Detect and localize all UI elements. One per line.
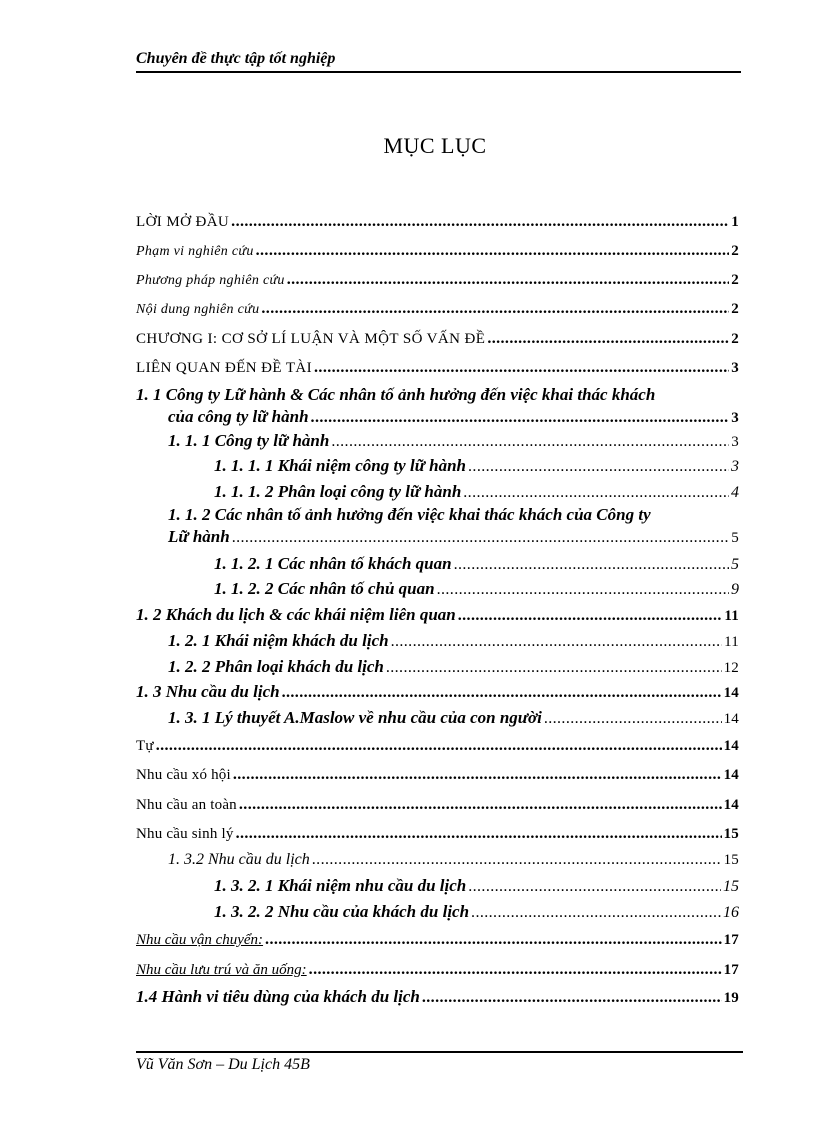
toc-entry-page: 3: [731, 434, 739, 450]
toc-entry[interactable]: [136, 958, 739, 982]
toc-entry[interactable]: [214, 874, 739, 899]
toc-entry-label: 1. 1. 2. 1 Các nhân tố khách quan: [214, 554, 452, 573]
dot-leader: [487, 327, 729, 351]
dot-leader: [391, 630, 723, 654]
toc-entry-label-line2: Lữ hành: [168, 527, 230, 546]
dot-leader: [422, 986, 722, 1010]
toc-entry-label: 1. 2. 2 Phân loại khách du lịch: [168, 657, 384, 676]
toc-entry-page: 5: [731, 530, 739, 546]
dot-leader: [468, 455, 729, 479]
toc-entry-page: 12: [723, 660, 739, 676]
toc-entry[interactable]: [136, 928, 739, 952]
toc-entry[interactable]: [136, 985, 739, 1010]
toc-entry-label: Tự: [136, 738, 154, 754]
toc-entry[interactable]: [136, 822, 739, 846]
toc-entry[interactable]: [136, 268, 739, 293]
toc-entry-label: 1. 3 Nhu cầu du lịch: [136, 682, 280, 701]
toc-entry-page: 2: [731, 243, 739, 259]
toc-entry[interactable]: [168, 706, 739, 731]
toc-entry[interactable]: [136, 793, 739, 817]
dot-leader: [463, 481, 729, 505]
dot-leader: [232, 527, 730, 549]
dot-leader: [282, 681, 722, 705]
toc-entry[interactable]: [136, 734, 739, 758]
toc-entry[interactable]: [168, 848, 739, 872]
toc-entry-label: Nhu cầu an toàn: [136, 797, 237, 813]
dot-leader: [458, 604, 723, 628]
toc-entry[interactable]: [136, 356, 739, 380]
toc-entry-page: 3: [731, 360, 739, 376]
toc-entry[interactable]: [136, 327, 739, 351]
toc-entry[interactable]: [136, 603, 739, 628]
toc-entry-page: 14: [723, 767, 739, 783]
toc-entry[interactable]: [136, 297, 739, 322]
toc-entry-page: 14: [723, 711, 739, 727]
dot-leader: [156, 734, 722, 758]
dot-leader: [331, 430, 729, 454]
header-divider: [136, 71, 741, 73]
toc-entry[interactable]: [136, 239, 739, 264]
toc-entry[interactable]: [168, 655, 739, 680]
toc-entry-label: Nhu cầu xó hội: [136, 767, 231, 783]
toc-entry-page: 14: [723, 685, 739, 701]
toc-entry-label: Nội dung nghiên cứu: [136, 302, 260, 317]
toc-entry[interactable]: [168, 429, 739, 454]
toc-entry-page: 2: [731, 272, 739, 288]
toc-entry-label: 1. 1. 1. 1 Khái niệm công ty lữ hành: [214, 456, 467, 475]
dot-leader: [261, 297, 729, 321]
toc-entry[interactable]: [214, 900, 739, 925]
toc-entry-page: 14: [723, 797, 739, 813]
toc-entry-label: 1. 2 Khách du lịch & các khái niệm liên quan: [136, 605, 456, 624]
toc-entry-page: 15: [723, 878, 739, 895]
toc-entry-label: 1. 1. 1. 2 Phân loại công ty lữ hành: [214, 482, 462, 501]
toc-entry[interactable]: [168, 504, 739, 549]
toc-entry-label: 1. 2. 1 Khái niệm khách du lịch: [168, 631, 389, 650]
toc-entry[interactable]: [136, 210, 739, 234]
toc-entry-page: 4: [731, 484, 739, 501]
toc-entry-page: 11: [724, 608, 739, 624]
toc-entry-page: 14: [723, 738, 739, 754]
dot-leader: [314, 356, 729, 380]
toc-entry[interactable]: [136, 680, 739, 705]
dot-leader: [239, 793, 722, 817]
toc-entry-page: 2: [731, 331, 739, 347]
toc-entry-page: 16: [723, 904, 739, 921]
toc-entry-page: 17: [723, 962, 739, 978]
toc-entry-page: 5: [731, 556, 739, 573]
toc-entry-label: Nhu cầu sinh lý: [136, 826, 234, 842]
toc-entry-label-line1: 1. 1. 2 Các nhân tố ảnh hưởng đến việc khai thác khách của Công ty: [168, 505, 651, 524]
toc-entry-label: Phạm vi nghiên cứu: [136, 244, 254, 259]
toc-entry[interactable]: [214, 577, 739, 602]
dot-leader: [471, 901, 721, 925]
dot-leader: [386, 656, 722, 680]
toc-entry-label: 1. 3.2 Nhu cầu du lịch: [168, 851, 310, 868]
toc-entry[interactable]: [136, 763, 739, 787]
toc-entry-page: 15: [723, 826, 739, 842]
dot-leader: [544, 707, 722, 731]
toc-entry[interactable]: [214, 454, 739, 479]
toc-entry-label: 1. 1. 1 Công ty lữ hành: [168, 431, 330, 450]
toc-entry-label: Nhu cầu lưu trú và ăn uống:: [136, 962, 307, 978]
dot-leader: [233, 763, 722, 787]
page-title: MỤC LỤC: [383, 133, 487, 158]
toc-entry-label: Nhu cầu vận chuyển:: [136, 932, 264, 948]
toc-entry-label: 1. 1. 2. 2 Các nhân tố chủ quan: [214, 579, 435, 598]
dot-leader: [309, 958, 722, 982]
toc-entry-page: 3: [731, 410, 739, 426]
toc-entry-page: 2: [731, 301, 739, 317]
dot-leader: [236, 822, 722, 846]
toc-entry-label-line2: của công ty lữ hành: [168, 407, 309, 426]
toc-entry-page: 3: [731, 458, 739, 475]
toc-entry-page: 17: [723, 932, 739, 948]
toc-entry-label-line1: 1. 1 Công ty Lữ hành & Các nhân tố ảnh hưởng đến việc khai thác khách: [136, 385, 656, 404]
toc-entry-label: 1. 3. 1 Lý thuyết A.Maslow về nhu cầu của con người: [168, 708, 542, 727]
footer-divider: [136, 1051, 743, 1053]
toc-entry-page: 9: [731, 581, 739, 598]
toc-entry-page: 11: [724, 634, 739, 650]
toc-entry[interactable]: [214, 552, 739, 577]
toc-entry[interactable]: [168, 629, 739, 654]
toc-entry-label: 1. 3. 2. 2 Nhu cầu của khách du lịch: [214, 902, 470, 921]
toc-entry-page: 1: [731, 214, 739, 230]
toc-entry-label: CHƯƠNG I: CƠ SỞ LÍ LUẬN VÀ MỘT SỐ VẤN ĐỀ: [136, 331, 486, 347]
dot-leader: [437, 578, 729, 602]
toc-entry[interactable]: [214, 480, 739, 505]
toc-entry-label: 1. 3. 2. 1 Khái niệm nhu cầu du lịch: [214, 876, 467, 895]
dot-leader: [468, 875, 721, 899]
toc-entry-page: 15: [723, 852, 739, 868]
dot-leader: [311, 407, 730, 429]
footer-author: Vũ Văn Sơn – Du Lịch 45B: [136, 1056, 310, 1073]
dot-leader: [454, 553, 729, 577]
dot-leader: [312, 848, 722, 872]
dot-leader: [265, 928, 722, 952]
toc-entry-label: Phương pháp nghiên cứu: [136, 273, 285, 288]
toc-entry-label: LIÊN QUAN ĐẾN ĐỀ TÀI: [136, 360, 313, 376]
header-title: Chuyên đề thực tập tốt nghiệp: [136, 50, 336, 67]
dot-leader: [231, 210, 729, 234]
toc-entry-page: 19: [723, 990, 739, 1006]
toc-entry[interactable]: [136, 384, 739, 429]
dot-leader: [287, 268, 730, 292]
toc-entry-label: 1.4 Hành vi tiêu dùng của khách du lịch: [136, 987, 420, 1006]
dot-leader: [256, 239, 730, 263]
toc-entry-label: LỜI MỞ ĐẦU: [136, 214, 230, 230]
